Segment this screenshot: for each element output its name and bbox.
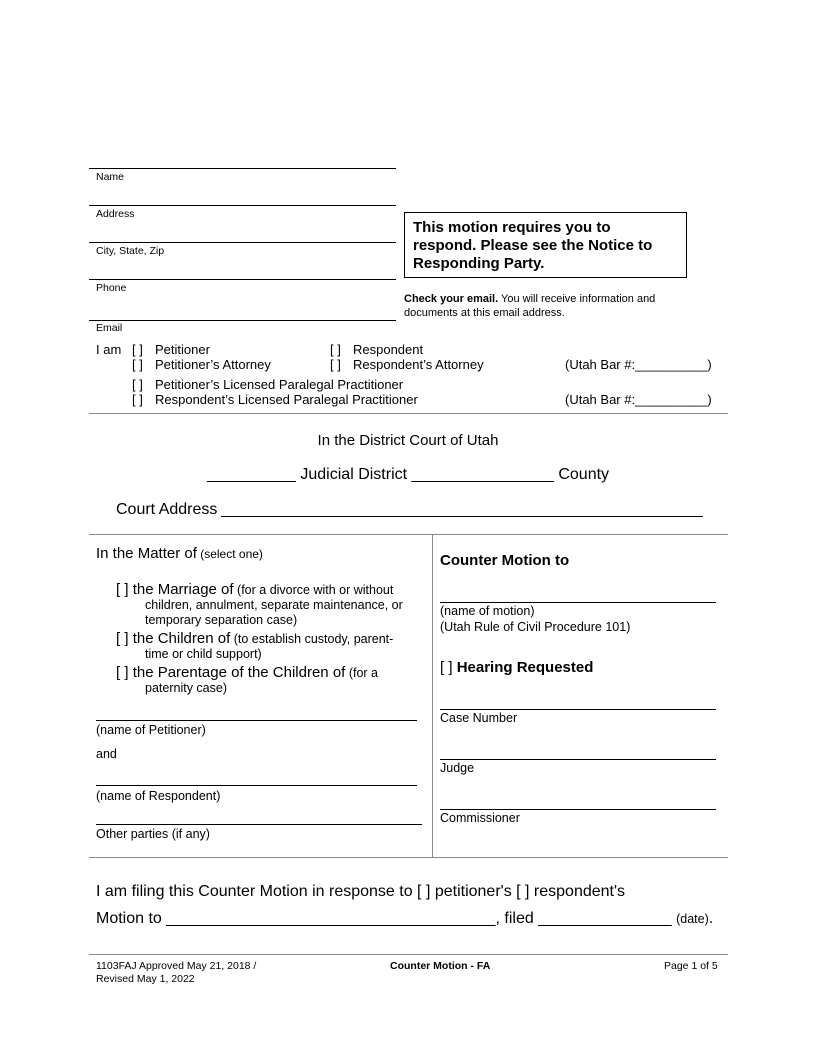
rule-label: (Utah Rule of Civil Procedure 101) xyxy=(440,620,631,634)
petitioner-label: Petitioner xyxy=(155,342,210,357)
caption-bottom-border xyxy=(89,857,728,858)
matter-big: In the Matter of xyxy=(96,545,197,562)
matter-small: (select one) xyxy=(196,547,263,561)
parentage-small-b: paternity case) xyxy=(145,681,227,695)
court-address-label: Court Address xyxy=(116,501,218,518)
checkbox-respondent-attorney[interactable]: [ ] xyxy=(330,357,341,372)
and-label: and xyxy=(96,747,117,761)
hearing-label: Hearing Requested xyxy=(456,659,594,676)
checkbox-hearing[interactable]: [ ] xyxy=(440,659,453,676)
utah-bar-2[interactable]: (Utah Bar #:__________) xyxy=(565,392,712,407)
name-line[interactable] xyxy=(89,168,396,169)
footer-divider xyxy=(89,954,728,955)
notice-box xyxy=(404,212,687,278)
city-label: City, State, Zip xyxy=(96,245,165,257)
petitioner-lpp-label: Petitioner’s Licensed Paralegal Practitioner xyxy=(155,377,404,392)
marriage-small-c: temporary separation case) xyxy=(145,613,298,627)
option-children xyxy=(116,630,393,647)
checkbox-petitioner-attorney[interactable]: [ ] xyxy=(132,357,143,372)
divider xyxy=(89,413,728,414)
children-small-b: time or child support) xyxy=(145,647,262,661)
footer-form-id: 1103FAJ Approved May 21, 2018 / xyxy=(96,960,257,972)
respondent-name-line[interactable] xyxy=(96,785,417,786)
checkbox-petitioner[interactable]: [ ] xyxy=(132,342,143,357)
judge-label: Judge xyxy=(440,761,475,775)
other-parties-label: Other parties (if any) xyxy=(96,827,210,841)
parentage-small-a: (for a xyxy=(345,666,378,680)
motion-name-label: (name of motion) xyxy=(440,604,535,618)
children-big: the Children of xyxy=(132,630,231,647)
phone-line[interactable] xyxy=(89,279,396,280)
filing-date-label: (date) xyxy=(676,912,709,926)
district-line[interactable]: __________ Judicial District ________________ County xyxy=(206,466,610,483)
commissioner-line[interactable] xyxy=(440,809,716,810)
filing-line-1[interactable]: I am filing this Counter Motion in response to [ ] petitioner's [ ] respondent's xyxy=(96,883,626,900)
respondent-name-label: (name of Respondent) xyxy=(96,789,221,803)
caption-top-border xyxy=(89,534,728,535)
motion-name-line[interactable] xyxy=(440,602,716,603)
email-label: Email xyxy=(96,322,123,334)
case-number-label: Case Number xyxy=(440,711,518,725)
checkbox-petitioner-lpp[interactable]: [ ] xyxy=(132,377,143,392)
option-marriage xyxy=(116,581,393,598)
checkbox-respondent[interactable]: [ ] xyxy=(330,342,341,357)
marriage-small-b: children, annulment, separate maintenance, or xyxy=(145,598,403,612)
counter-motion-title: Counter Motion to xyxy=(440,552,570,569)
email-line[interactable] xyxy=(89,320,396,321)
hearing-requested xyxy=(440,659,593,676)
marriage-small-a: (for a divorce with or without xyxy=(233,583,394,597)
checkbox-parentage[interactable]: [ ] xyxy=(116,664,129,681)
court-title: In the District Court of Utah xyxy=(317,432,499,449)
email-note-text: You will receive information and documents at this email address. xyxy=(404,293,656,319)
parentage-big: the Parentage of the Children of xyxy=(132,664,346,681)
address-label: Address xyxy=(96,208,135,220)
respondent-lpp-label: Respondent’s Licensed Paralegal Practitioner xyxy=(155,392,418,407)
footer-revised: Revised May 1, 2022 xyxy=(96,973,195,985)
filing-line-2-main[interactable]: Motion to _____________________________________, filed _______________ xyxy=(96,910,677,927)
petitioner-name-line[interactable] xyxy=(96,720,417,721)
email-note-bold: Check your email. xyxy=(404,293,499,305)
address-line[interactable] xyxy=(89,205,396,206)
judge-line[interactable] xyxy=(440,759,716,760)
other-parties-line[interactable] xyxy=(96,824,422,825)
checkbox-marriage[interactable]: [ ] xyxy=(116,581,129,598)
respondent-attorney-label: Respondent’s Attorney xyxy=(353,357,484,372)
court-address-line[interactable] xyxy=(221,516,703,517)
children-small-a: (to establish custody, parent- xyxy=(230,632,394,646)
checkbox-respondent-lpp[interactable]: [ ] xyxy=(132,392,143,407)
caption-divider xyxy=(432,534,433,857)
phone-label: Phone xyxy=(96,282,127,294)
petitioner-name-label: (name of Petitioner) xyxy=(96,723,206,737)
name-label: Name xyxy=(96,171,125,183)
option-parentage xyxy=(116,664,378,681)
commissioner-label: Commissioner xyxy=(440,811,520,825)
case-number-line[interactable] xyxy=(440,709,716,710)
utah-bar-1[interactable]: (Utah Bar #:__________) xyxy=(565,357,712,372)
petitioner-attorney-label: Petitioner’s Attorney xyxy=(155,357,271,372)
filing-period: . xyxy=(708,910,714,927)
footer-page: Page 1 of 5 xyxy=(664,960,718,972)
notice-text: This motion requires you to respond. Please see the Notice to Responding Party. xyxy=(413,219,653,272)
matter-heading xyxy=(96,545,263,562)
respondent-label: Respondent xyxy=(353,342,424,357)
marriage-big: the Marriage of xyxy=(132,581,234,598)
email-note xyxy=(404,292,694,320)
checkbox-children[interactable]: [ ] xyxy=(116,630,129,647)
city-line[interactable] xyxy=(89,242,396,243)
iam-label: I am xyxy=(96,342,122,357)
filing-line-2[interactable] xyxy=(96,910,713,928)
footer-title: Counter Motion - FA xyxy=(390,960,491,972)
